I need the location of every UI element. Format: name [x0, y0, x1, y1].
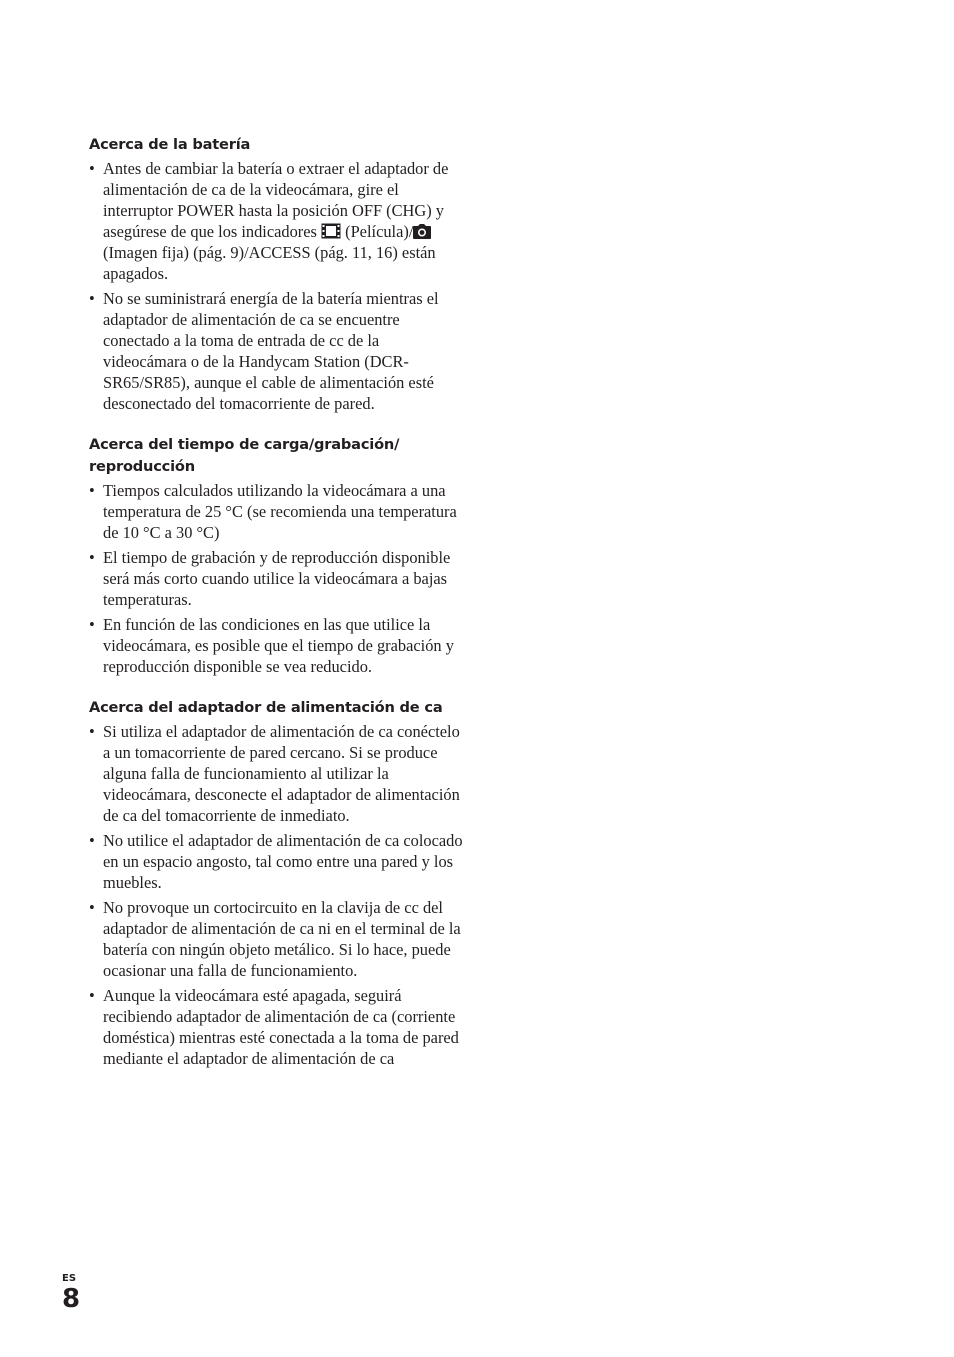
- list-item: • Tiempos calculados utilizando la videocámara a una temperatura de 25 °C (se recomienda una temperatura de 10 °C a 30 °C): [89, 480, 464, 543]
- list-item: • No provoque un cortocircuito en la clavija de cc del adaptador de alimentación de ca ni en el terminal de la batería con ningún objeto metálico. Si lo hace, puede ocasionar una falla de funcionamiento.: [89, 897, 464, 981]
- list-item: • No se suministrará energía de la batería mientras el adaptador de alimentación de ca se encuentre conectado a la toma de entrada de cc de la videocámara o de la Handycam Station (DCR-SR65/SR85), aunque el cable de alimentación esté desconectado del tomacorriente de pared.: [89, 288, 464, 414]
- list-item: • El tiempo de grabación y de reproducción disponible será más corto cuando utilice la videocámara a bajas temperaturas.: [89, 547, 464, 610]
- text-column: [89, 134, 464, 1073]
- section-heading: Acerca del adaptador de alimentación de ca: [89, 699, 443, 716]
- list-item: • No utilice el adaptador de alimentación de ca colocado en un espacio angosto, tal como entre una pared y los muebles.: [89, 830, 464, 893]
- list-item: • Antes de cambiar la batería o extraer el adaptador de alimentación de ca de la videocámara, gire el interruptor POWER hasta la posición OFF (CHG) y asegúrese de que los indicadores (Película)/ (Imagen fija) (pág. 9)/ACCESS (pág. 11, 16) están apagados.: [89, 158, 464, 284]
- section-battery: [89, 134, 464, 414]
- section-ac-adaptor: [89, 697, 464, 1069]
- list-item: • Aunque la videocámara esté apagada, seguirá recibiendo adaptador de alimentación de ca (corriente doméstica) mientras esté conectada a la toma de pared mediante el adaptador de alimentación de ca: [89, 985, 464, 1069]
- section-heading: Acerca del tiempo de carga/grabación/ reproducción: [89, 436, 400, 475]
- list-item: • En función de las condiciones en las que utilice la videocámara, es posible que el tiempo de grabación y reproducción disponible se vea reducido.: [89, 614, 464, 677]
- page-number: 8: [62, 1284, 81, 1314]
- bullet-list: [89, 158, 464, 414]
- section-heading: Acerca de la batería: [89, 136, 251, 153]
- bullet-list: [89, 721, 464, 1069]
- list-item: • Si utiliza el adaptador de alimentación de ca conéctelo a un tomacorriente de pared cercano. Si se produce alguna falla de funcionamiento al utilizar la videocámara, desconecte el adaptador de alimentación de ca del tomacorriente de inmediato.: [89, 721, 464, 826]
- section-charge-time: [89, 434, 464, 677]
- film-icon: [321, 223, 341, 239]
- camera-icon: [413, 224, 431, 239]
- language-code: ES: [62, 1273, 77, 1284]
- page-footer: [62, 1273, 80, 1313]
- bullet-list: [89, 480, 464, 677]
